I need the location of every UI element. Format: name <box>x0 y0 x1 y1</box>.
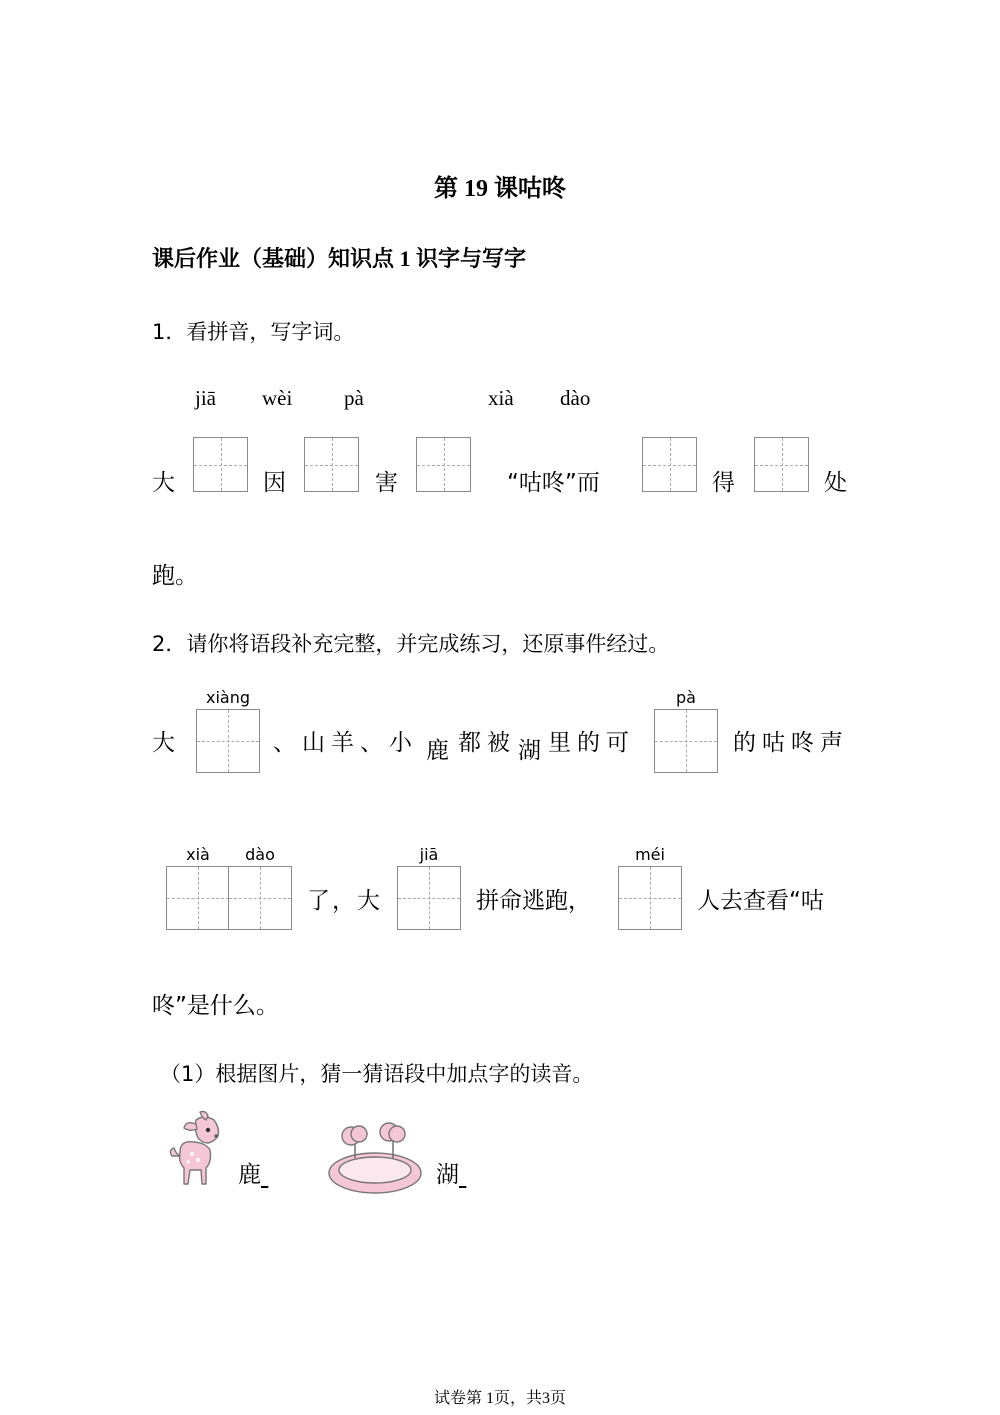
writing-box-xia-2[interactable] <box>166 866 230 930</box>
answer-hu-char: 湖 <box>436 1162 459 1188</box>
pinyin-pa-2: pà <box>676 688 696 707</box>
answer-lu-char: 鹿 <box>238 1162 261 1188</box>
q1-text-de: 得 <box>712 470 735 496</box>
q1-text-da: 大 <box>152 470 175 496</box>
sub-question-1: （1）根据图片，猜一猜语段中加点字的读音。 <box>160 1062 594 1086</box>
q2-text-shanyang: 、山羊、小 <box>273 730 418 756</box>
pinyin-wei: wèi <box>262 386 293 410</box>
q2-text-lu-dotted: 鹿 <box>426 738 449 764</box>
pinyin-jia: jiā <box>195 386 216 410</box>
writing-box-pa[interactable] <box>416 437 471 492</box>
pinyin-xia-2: xià <box>186 845 210 864</box>
pinyin-xia: xià <box>488 386 514 410</box>
section-subtitle: 课后作业（基础）知识点 1 识字与写字 <box>152 246 527 271</box>
pinyin-jia-2: jiā <box>419 845 439 864</box>
question-2-prompt: 2．请你将语段补充完整，并完成练习，还原事件经过。 <box>152 632 670 656</box>
writing-box-mei[interactable] <box>618 866 682 930</box>
answer-hu <box>436 1156 466 1189</box>
writing-box-jia[interactable] <box>193 437 248 492</box>
q2-text-leda: 了，大 <box>307 888 382 914</box>
q2-text-pinming: 拼命逃跑， <box>476 888 591 914</box>
pinyin-xiang: xiàng <box>205 688 250 707</box>
question-1-prompt: 1．看拼音，写字词。 <box>152 320 355 344</box>
page-footer: 试卷第 1页，共3页 <box>433 1390 566 1407</box>
answer-lu-blank[interactable] <box>261 1162 268 1188</box>
q1-text-chu: 处 <box>824 470 847 496</box>
writing-box-wei[interactable] <box>304 437 359 492</box>
q1-text-yin: 因 <box>263 470 286 496</box>
writing-box-jia-2[interactable] <box>397 866 461 930</box>
answer-hu-blank[interactable] <box>459 1162 466 1188</box>
q2-text-shishenme: 咚”是什么。 <box>152 993 279 1019</box>
answer-lu <box>238 1156 268 1189</box>
pinyin-pa: pà <box>344 386 364 410</box>
q2-text-lidke: 里的可 <box>548 730 635 756</box>
q1-text-pao: 跑。 <box>152 563 198 589</box>
q1-text-hai: 害 <box>375 470 398 496</box>
q2-text-doubei: 都被 <box>458 730 516 756</box>
q2-text-chakan: 人去查看“咕 <box>697 888 824 914</box>
pinyin-dao: dào <box>560 386 591 410</box>
pinyin-mei: méi <box>635 845 665 864</box>
writing-box-dao-2[interactable] <box>228 866 292 930</box>
page-title: 第 19 课咕咚 <box>434 176 566 202</box>
deer-illustration <box>160 1110 232 1192</box>
q2-text-hu-dotted: 湖 <box>518 738 541 764</box>
writing-box-dao[interactable] <box>754 437 809 492</box>
writing-box-xiang[interactable] <box>196 709 260 773</box>
q2-text-gudongsheng: 的咕咚声 <box>733 730 849 756</box>
writing-box-pa-2[interactable] <box>654 709 718 773</box>
writing-box-xia[interactable] <box>642 437 697 492</box>
q1-text-gudong: “咕咚”而 <box>507 470 600 496</box>
q2-text-da: 大 <box>152 730 175 756</box>
pinyin-dao-2: dào <box>245 845 275 864</box>
lake-illustration <box>325 1118 425 1196</box>
